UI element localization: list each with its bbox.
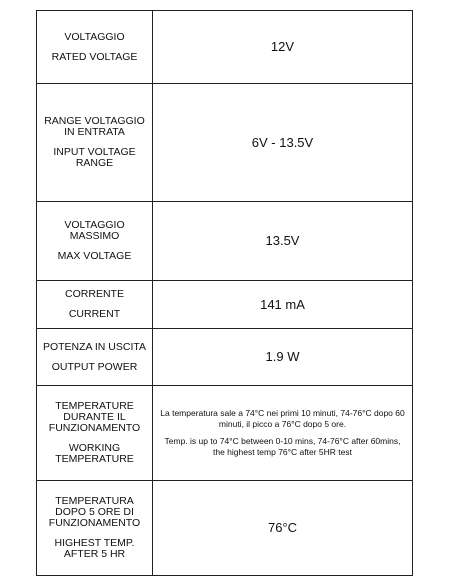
table-row: [37, 281, 413, 329]
spec-table: [36, 10, 413, 576]
spec-value: 13.5V: [265, 233, 300, 248]
spec-value: 6V - 13.5V: [251, 134, 314, 150]
spec-label-cell: [37, 84, 153, 202]
spec-value: 1.9 W: [265, 349, 300, 364]
spec-value-cell: [153, 202, 413, 281]
spec-value-cell: [153, 11, 413, 84]
spec-label-english: RATED VOLTAGE: [51, 50, 138, 63]
spec-value: 141 mA: [260, 296, 305, 312]
spec-label-italian: VOLTAGGIO MASSIMO: [64, 219, 125, 242]
spec-label-english: MAX VOLTAGE: [57, 250, 132, 262]
spec-label-italian: POTENZA IN USCITA: [42, 340, 147, 353]
spec-label-cell: [37, 202, 153, 281]
spec-label-english: HIGHEST TEMP. AFTER 5 HR: [54, 537, 135, 560]
spec-label-italian: CORRENTE: [65, 288, 124, 300]
table-row: [37, 386, 413, 481]
spec-label-cell: [37, 11, 153, 84]
spec-value: 12V: [270, 39, 295, 54]
spec-value-cell: [153, 281, 413, 329]
spec-label-cell: [37, 329, 153, 386]
spec-label-cell: [37, 281, 153, 329]
table-row: [37, 329, 413, 386]
table-row: [37, 84, 413, 202]
spec-value: 76°C: [267, 520, 298, 535]
spec-label-cell: [37, 481, 153, 576]
spec-label-italian: RANGE VOLTAGGIO IN ENTRATA: [44, 115, 145, 138]
spec-value-cell: [153, 329, 413, 386]
spec-label-english: OUTPUT POWER: [51, 360, 138, 373]
spec-value-cell: [153, 481, 413, 576]
spec-note-english: Temp. is up to 74°C between 0-10 mins, 74-76°C after 60mins, the highest temp 76°C after 5HR test: [164, 436, 401, 457]
spec-label-english: WORKING TEMPERATURE: [55, 442, 134, 465]
spec-note-italian: La temperatura sale a 74°C nei primi 10 minuti, 74-76°C dopo 60 minuti, il picco a 76°C dopo 5 ore.: [160, 408, 405, 429]
spec-label-italian: VOLTAGGIO: [64, 30, 125, 43]
spec-label-english: INPUT VOLTAGE RANGE: [53, 146, 136, 169]
spec-label-cell: [37, 386, 153, 481]
spec-label-italian: TEMPERATURE DURANTE IL FUNZIONAMENTO: [48, 400, 141, 434]
spec-label-italian: TEMPERATURA DOPO 5 ORE DI FUNZIONAMENTO: [48, 495, 141, 529]
table-row: [37, 481, 413, 576]
table-row: [37, 202, 413, 281]
spec-label-english: CURRENT: [68, 308, 121, 320]
spec-value-cell: [153, 84, 413, 202]
spec-value-cell: [153, 386, 413, 481]
table-row: [37, 11, 413, 84]
